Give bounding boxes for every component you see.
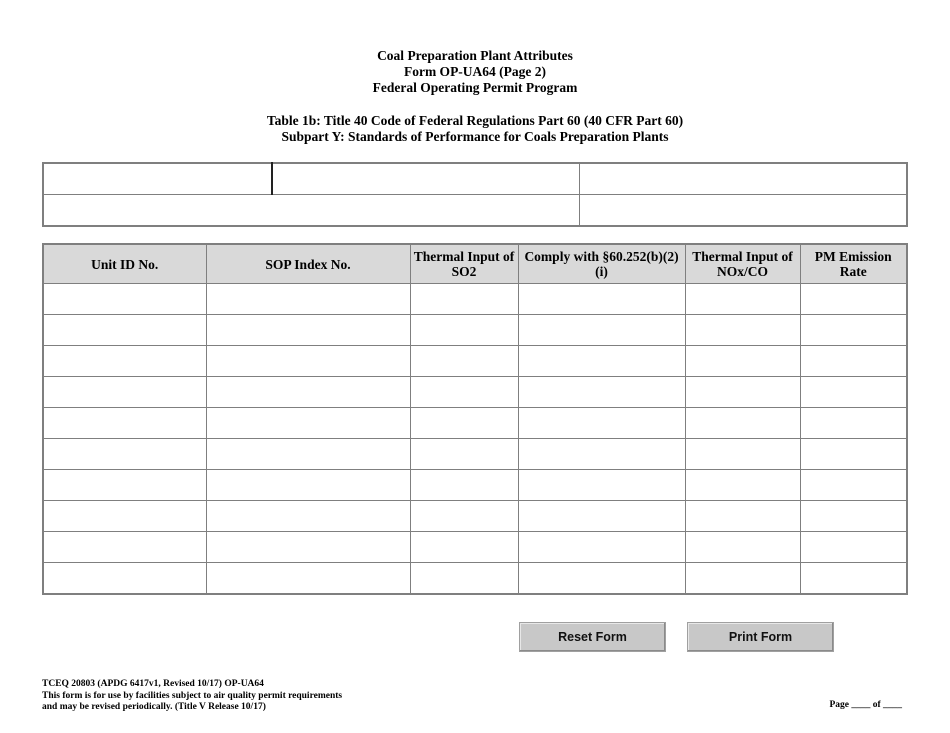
info-field-3[interactable] <box>580 163 907 195</box>
thermal-so2-cell[interactable] <box>410 315 518 346</box>
table-header-row <box>43 244 907 284</box>
print-form-button[interactable]: Print Form <box>687 622 834 652</box>
sop-index-cell[interactable] <box>206 532 410 563</box>
comply-cell[interactable] <box>518 315 685 346</box>
form-footer <box>42 679 342 714</box>
pm-emission-cell[interactable] <box>800 346 907 377</box>
unit-id-cell[interactable] <box>43 470 206 501</box>
comply-cell[interactable] <box>518 377 685 408</box>
comply-cell[interactable] <box>518 346 685 377</box>
table-row <box>43 284 907 315</box>
footer-form-id: TCEQ 20803 (APDG 6417v1, Revised 10/17) OP-UA64 <box>42 679 264 689</box>
sop-index-cell[interactable] <box>206 439 410 470</box>
pm-emission-cell[interactable] <box>800 470 907 501</box>
pm-emission-cell[interactable] <box>800 408 907 439</box>
data-table <box>42 243 908 595</box>
thermal-nox-cell[interactable] <box>685 377 800 408</box>
form-title: Coal Preparation Plant Attributes <box>377 48 573 63</box>
thermal-so2-cell[interactable] <box>410 346 518 377</box>
col-unit-id: Unit ID No. <box>43 244 206 284</box>
reset-form-button[interactable]: Reset Form <box>519 622 666 652</box>
table-row <box>43 532 907 563</box>
table-row <box>43 501 907 532</box>
table-row <box>43 470 907 501</box>
thermal-so2-cell[interactable] <box>410 439 518 470</box>
table-subtitle: Subpart Y: Standards of Performance for Coals Preparation Plants <box>281 129 669 144</box>
sop-index-cell[interactable] <box>206 377 410 408</box>
pm-emission-cell[interactable] <box>800 315 907 346</box>
info-field-1[interactable] <box>43 163 272 195</box>
col-thermal-so2: Thermal Input of SO2 <box>410 244 518 284</box>
comply-cell[interactable] <box>518 470 685 501</box>
pm-emission-cell[interactable] <box>800 501 907 532</box>
info-field-5[interactable] <box>580 195 907 227</box>
thermal-so2-cell[interactable] <box>410 470 518 501</box>
info-table <box>42 162 908 227</box>
thermal-nox-cell[interactable] <box>685 439 800 470</box>
sop-index-cell[interactable] <box>206 501 410 532</box>
thermal-so2-cell[interactable] <box>410 532 518 563</box>
pm-emission-cell[interactable] <box>800 532 907 563</box>
unit-id-cell[interactable] <box>43 377 206 408</box>
comply-cell[interactable] <box>518 532 685 563</box>
thermal-so2-cell[interactable] <box>410 563 518 595</box>
thermal-nox-cell[interactable] <box>685 563 800 595</box>
thermal-so2-cell[interactable] <box>410 284 518 315</box>
thermal-nox-cell[interactable] <box>685 284 800 315</box>
page-number[interactable]: Page ____ of ____ <box>829 700 902 710</box>
thermal-nox-cell[interactable] <box>685 470 800 501</box>
table-row <box>43 346 907 377</box>
unit-id-cell[interactable] <box>43 346 206 377</box>
unit-id-cell[interactable] <box>43 501 206 532</box>
thermal-so2-cell[interactable] <box>410 377 518 408</box>
unit-id-cell[interactable] <box>43 439 206 470</box>
thermal-nox-cell[interactable] <box>685 501 800 532</box>
sop-index-cell[interactable] <box>206 346 410 377</box>
unit-id-cell[interactable] <box>43 315 206 346</box>
sop-index-cell[interactable] <box>206 315 410 346</box>
comply-cell[interactable] <box>518 284 685 315</box>
table-row <box>43 408 907 439</box>
unit-id-cell[interactable] <box>43 532 206 563</box>
col-thermal-nox: Thermal Input of NOx/CO <box>685 244 800 284</box>
thermal-so2-cell[interactable] <box>410 408 518 439</box>
sop-index-cell[interactable] <box>206 470 410 501</box>
form-number: Form OP-UA64 (Page 2) <box>403 64 547 79</box>
footer-note-2: and may be revised periodically. (Title V Release 10/17) <box>42 702 266 712</box>
form-header <box>0 48 950 145</box>
col-pm-emission: PM Emission Rate <box>800 244 907 284</box>
sop-index-cell[interactable] <box>206 284 410 315</box>
thermal-nox-cell[interactable] <box>685 346 800 377</box>
comply-cell[interactable] <box>518 408 685 439</box>
unit-id-cell[interactable] <box>43 563 206 595</box>
comply-cell[interactable] <box>518 501 685 532</box>
pm-emission-cell[interactable] <box>800 284 907 315</box>
pm-emission-cell[interactable] <box>800 439 907 470</box>
thermal-nox-cell[interactable] <box>685 408 800 439</box>
pm-emission-cell[interactable] <box>800 377 907 408</box>
col-sop-index: SOP Index No. <box>206 244 410 284</box>
table-title: Table 1b: Title 40 Code of Federal Regulations Part 60 (40 CFR Part 60) <box>266 113 684 128</box>
sop-index-cell[interactable] <box>206 408 410 439</box>
thermal-nox-cell[interactable] <box>685 315 800 346</box>
table-row <box>43 377 907 408</box>
unit-id-cell[interactable] <box>43 408 206 439</box>
comply-cell[interactable] <box>518 563 685 595</box>
thermal-nox-cell[interactable] <box>685 532 800 563</box>
program-name: Federal Operating Permit Program <box>372 80 578 95</box>
comply-cell[interactable] <box>518 439 685 470</box>
col-comply: Comply with §60.252(b)(2)(i) <box>518 244 685 284</box>
info-field-2[interactable] <box>272 163 579 195</box>
footer-note-1: This form is for use by facilities subject to air quality permit requirements <box>42 690 343 701</box>
table-row <box>43 563 907 595</box>
table-row <box>43 315 907 346</box>
pm-emission-cell[interactable] <box>800 563 907 595</box>
thermal-so2-cell[interactable] <box>410 501 518 532</box>
table-row <box>43 439 907 470</box>
sop-index-cell[interactable] <box>206 563 410 595</box>
info-field-4[interactable] <box>43 195 580 227</box>
unit-id-cell[interactable] <box>43 284 206 315</box>
